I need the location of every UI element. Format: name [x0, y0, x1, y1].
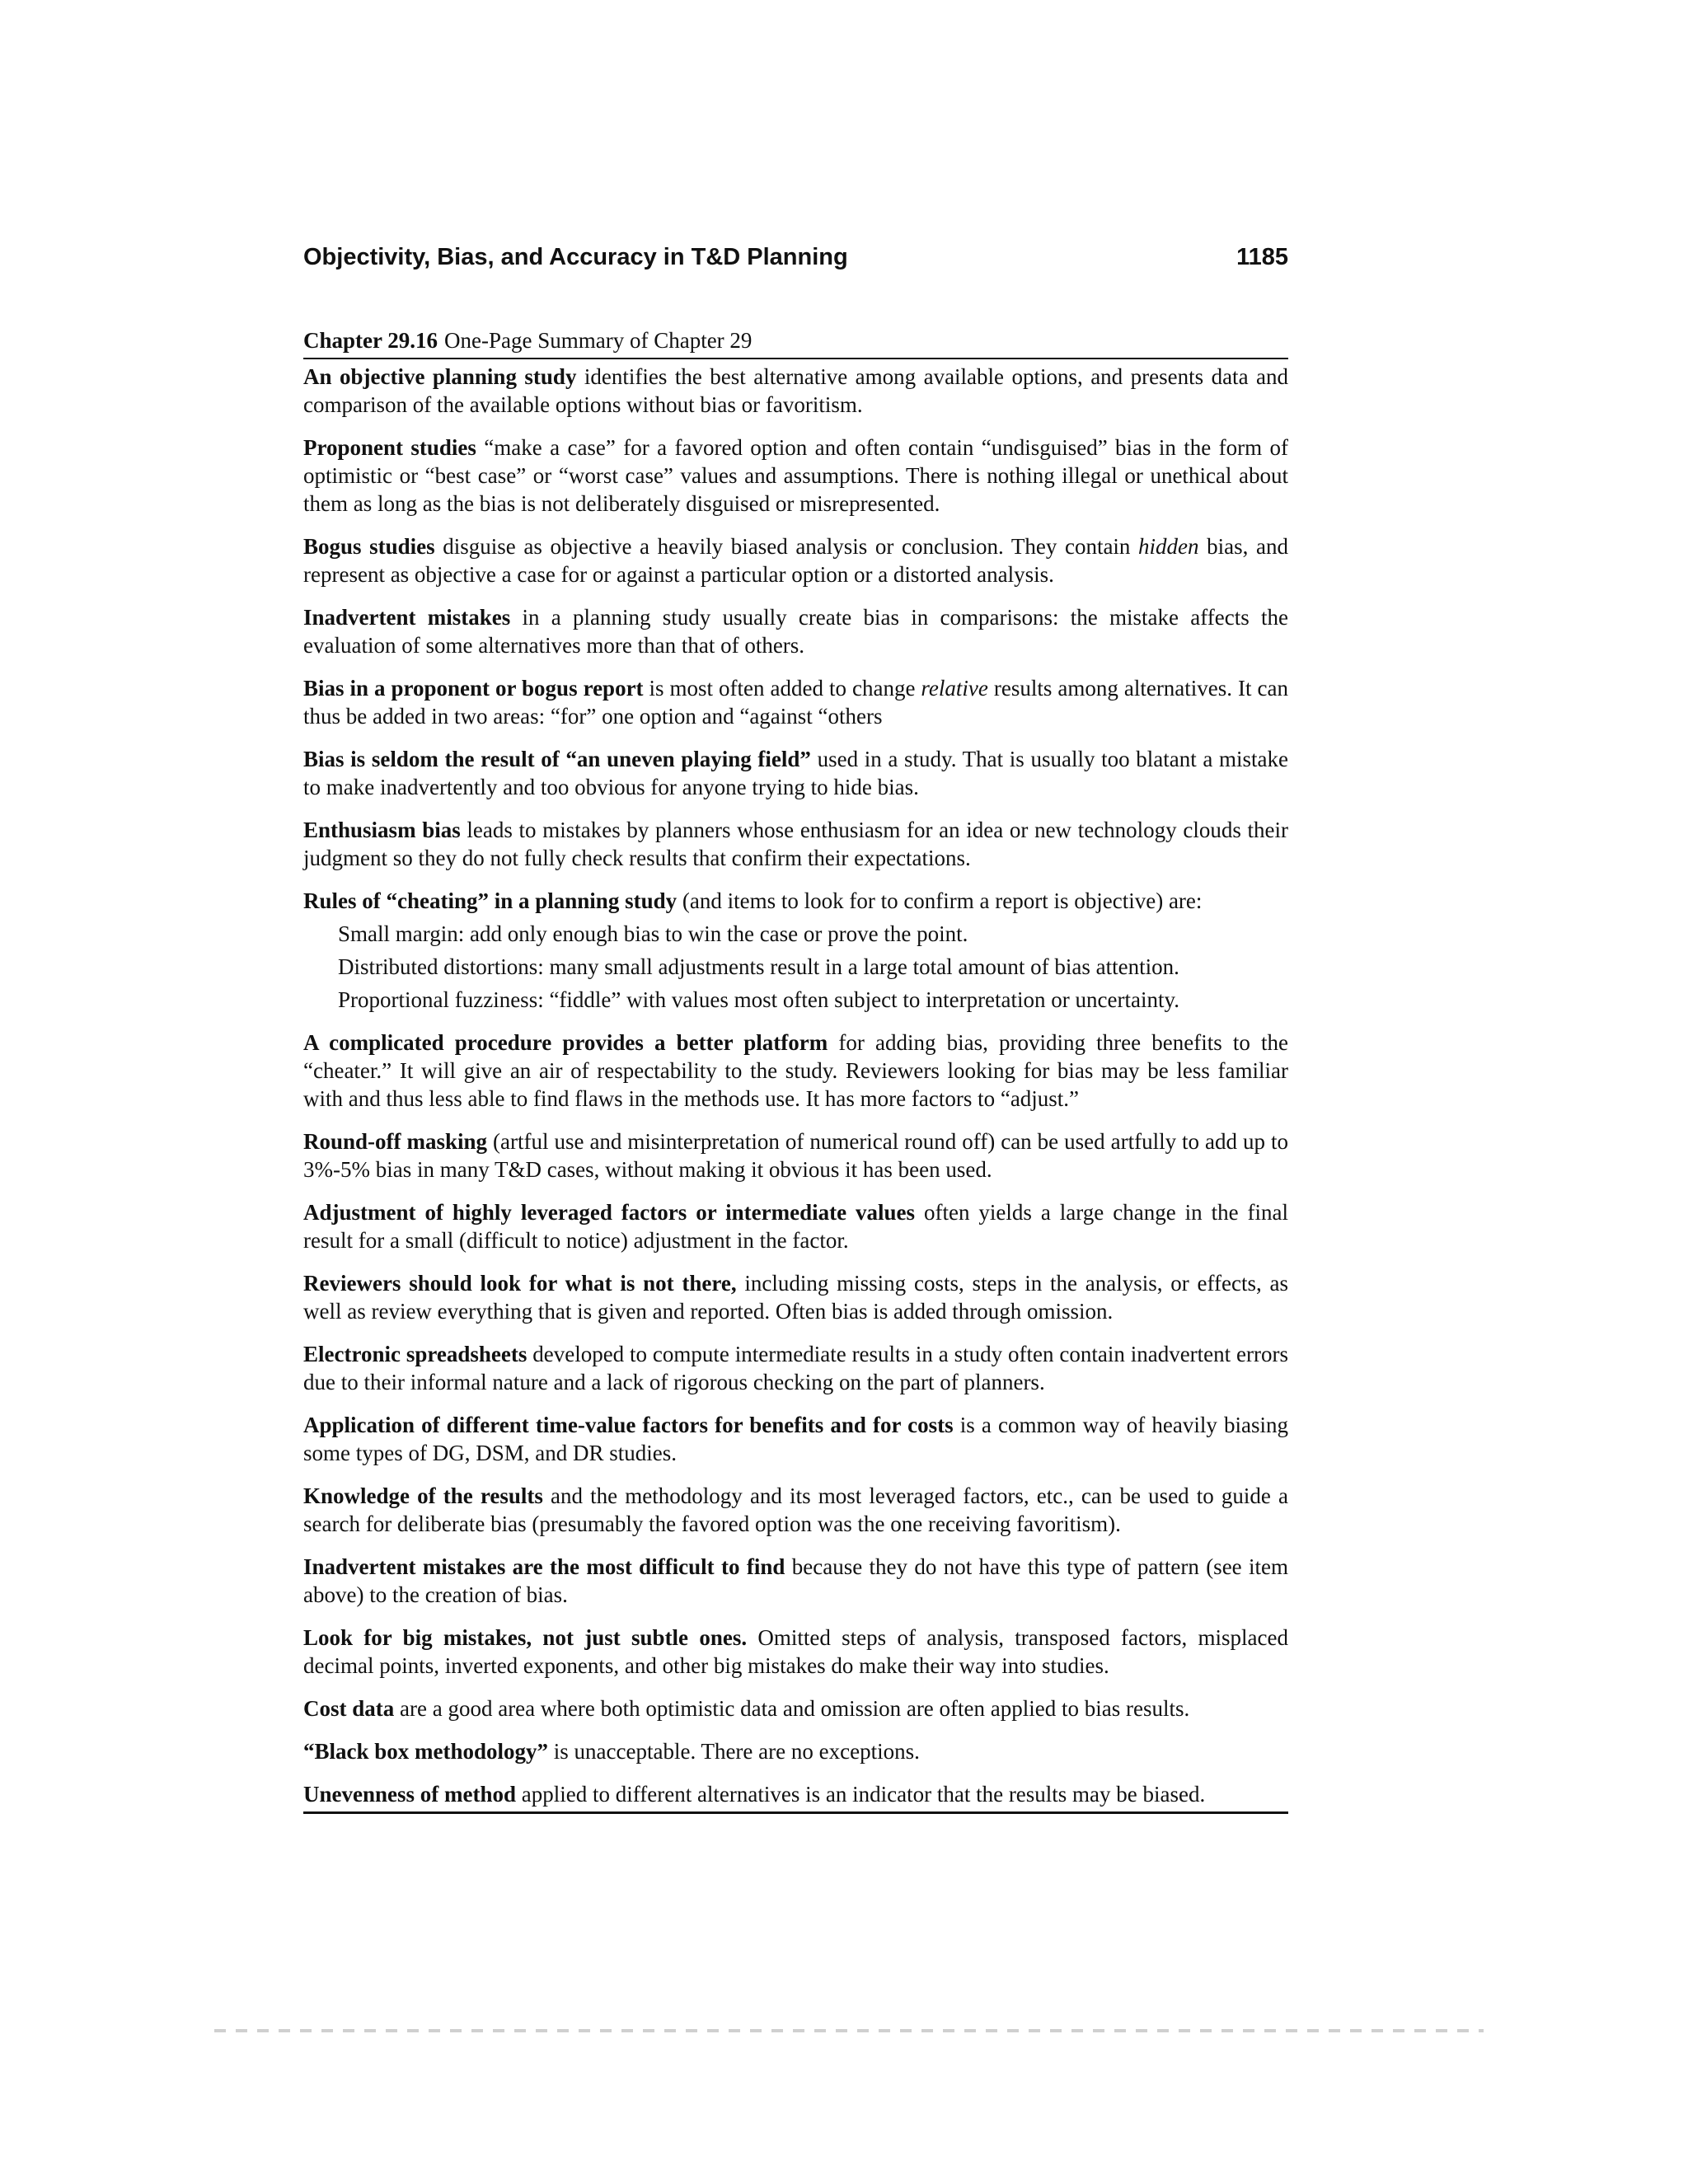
paragraph-lead: Round-off masking — [303, 1129, 488, 1154]
paragraph-text: are a good area where both optimistic data and omission are often applied to bias results. — [394, 1696, 1190, 1721]
paragraph-text: bias, and represent as objective a case for or against a particular option or a distorted analysis. — [303, 534, 1288, 587]
paragraph-lead: Bias is seldom the result of “an uneven playing field” — [303, 747, 811, 771]
chapter-title: One-Page Summary of Chapter 29 — [444, 328, 753, 353]
paragraph-lead: Knowledge of the results — [303, 1483, 543, 1508]
paragraph-text: applied to different alternatives is an indicator that the results may be biased. — [516, 1782, 1206, 1807]
summary-paragraph — [303, 1029, 1288, 1113]
paragraph-lead: Unevenness of method — [303, 1782, 517, 1807]
paragraph-text: often yields a large change in the final result for a small (difficult to notice) adjustment in the factor. — [303, 1200, 1288, 1253]
paragraph-text: including missing costs, steps in the analysis, or effects, as well as review everything that is given and reported. Often bias is added through omission. — [303, 1271, 1289, 1324]
summary-paragraph — [303, 1694, 1288, 1722]
paragraph-text: for adding bias, providing three benefits to the “cheater.” It will give an air of respectability to the study. Reviewers looking for bias may be less familiar with and thus less able to find flaws in the methods use. It has more factors to “adjust.” — [303, 1030, 1288, 1111]
paragraph-text: (and items to look for to confirm a report is objective) are: — [677, 888, 1203, 913]
paragraph-text: (artful use and misinterpretation of numerical round off) can be used artfully to add up to 3%-5% bias in many T&D cases, without making it obvious it has been used. — [303, 1129, 1288, 1182]
summary-paragraph — [303, 532, 1288, 588]
running-header — [303, 244, 1288, 271]
paragraph-lead: Proponent studies — [303, 435, 476, 460]
summary-paragraph — [303, 745, 1288, 801]
paragraph-text: identifies the best alternative among available options, and presents data and comparison of the available options without bias or favoritism. — [303, 364, 1288, 417]
summary-paragraph — [303, 1198, 1288, 1254]
paragraph-text: “make a case” for a favored option and often contain “undisguised” bias in the form of optimistic or “best case” or “worst case” values and assumptions. There is nothing illegal or unethical about them as long as the bias is not deliberately disguised or misrepresented. — [303, 435, 1288, 516]
paragraph-lead: Bias in a proponent or bogus report — [303, 676, 644, 701]
running-title: Objectivity, Bias, and Accuracy in T&D Planning — [303, 244, 848, 270]
summary-paragraph — [303, 1269, 1288, 1325]
scan-artifact — [214, 2029, 1484, 2032]
summary-paragraph — [303, 603, 1288, 659]
paragraph-lead: Bogus studies — [303, 534, 435, 559]
paragraph-lead: A complicated procedure provides a better platform — [303, 1030, 828, 1055]
paragraph-text: developed to compute intermediate results in a study often contain inadvertent errors due to their informal nature and a lack of rigorous checking on the part of planners. — [303, 1342, 1288, 1394]
paragraph-text: results among alternatives. It can thus be added in two areas: “for” one option and “against “others — [303, 676, 1288, 729]
paragraph-text: and the methodology and its most leveraged factors, etc., can be used to guide a search for deliberate bias (presumably the favored option was the one receiving favoritism). — [303, 1483, 1289, 1536]
summary-paragraph — [303, 816, 1288, 872]
paragraph-lead: Electronic spreadsheets — [303, 1342, 528, 1366]
paragraph-lead: Cost data — [303, 1696, 395, 1721]
paragraph-lead: Reviewers should look for what is not there, — [303, 1271, 737, 1296]
cheating-rule-item: Small margin: add only enough bias to win the case or prove the point. — [338, 921, 968, 946]
summary-paragraph — [303, 1482, 1288, 1538]
summary-paragraph — [303, 1553, 1288, 1609]
summary-paragraph — [303, 1737, 1288, 1765]
paragraph-lead: Inadvertent mistakes are the most difficult to find — [303, 1554, 785, 1579]
paragraph-text: is most often added to change — [643, 676, 921, 701]
paragraph-text: in a planning study usually create bias in comparisons: the mistake affects the evaluation of some alternatives more than that of others. — [303, 605, 1288, 658]
summary-paragraph — [303, 1411, 1288, 1467]
paragraph-text: Omitted steps of analysis, transposed factors, misplaced decimal points, inverted exponents, and other big mistakes do make their way into studies. — [303, 1625, 1288, 1678]
paragraph-text: is a common way of heavily biasing some types of DG, DSM, and DR studies. — [303, 1413, 1288, 1465]
summary-paragraph — [303, 434, 1288, 518]
chapter-heading — [303, 326, 1288, 359]
summary-paragraph — [303, 674, 1288, 730]
chapter-number: Chapter 29.16 — [303, 328, 438, 353]
paragraph-text: because they do not have this type of pattern (see item above) to the creation of bias. — [303, 1554, 1288, 1607]
paragraph-lead: An objective planning study — [303, 364, 577, 389]
summary-paragraph — [303, 887, 1288, 915]
summary-paragraph — [303, 1780, 1288, 1814]
summary-section — [303, 326, 1288, 1814]
summary-paragraph — [303, 1340, 1288, 1396]
summary-paragraph — [303, 363, 1288, 419]
paragraph-lead: “Black box methodology” — [303, 1739, 549, 1764]
paragraph-lead: Look for big mistakes, not just subtle ones. — [303, 1625, 748, 1650]
emphasis: hidden — [1138, 534, 1199, 559]
emphasis: relative — [921, 676, 988, 701]
paragraph-lead: Inadvertent mistakes — [303, 605, 511, 630]
summary-paragraph — [303, 1127, 1288, 1183]
cheating-rule-item: Proportional fuzziness: “fiddle” with values most often subject to interpretation or uncertainty. — [338, 987, 1179, 1012]
paragraph-text: disguise as objective a heavily biased analysis or conclusion. They contain — [434, 534, 1139, 559]
paragraph-text: used in a study. That is usually too blatant a mistake to make inadvertently and too obvious for anyone trying to hide bias. — [303, 747, 1288, 799]
summary-paragraph — [303, 1624, 1288, 1680]
cheating-rule-item: Distributed distortions: many small adjustments result in a large total amount of bias attention. — [338, 954, 1179, 979]
page-number: 1185 — [1236, 244, 1288, 270]
paragraph-text: is unacceptable. There are no exceptions. — [548, 1739, 920, 1764]
paragraph-lead: Rules of “cheating” in a planning study — [303, 888, 678, 913]
paragraph-text: leads to mistakes by planners whose enthusiasm for an idea or new technology clouds their judgment so they do not fully check results that confirm their expectations. — [303, 818, 1288, 870]
paragraph-lead: Adjustment of highly leveraged factors or intermediate values — [303, 1200, 916, 1225]
paragraph-lead: Enthusiasm bias — [303, 818, 461, 842]
paragraph-lead: Application of different time-value factors for benefits and for costs — [303, 1413, 954, 1437]
